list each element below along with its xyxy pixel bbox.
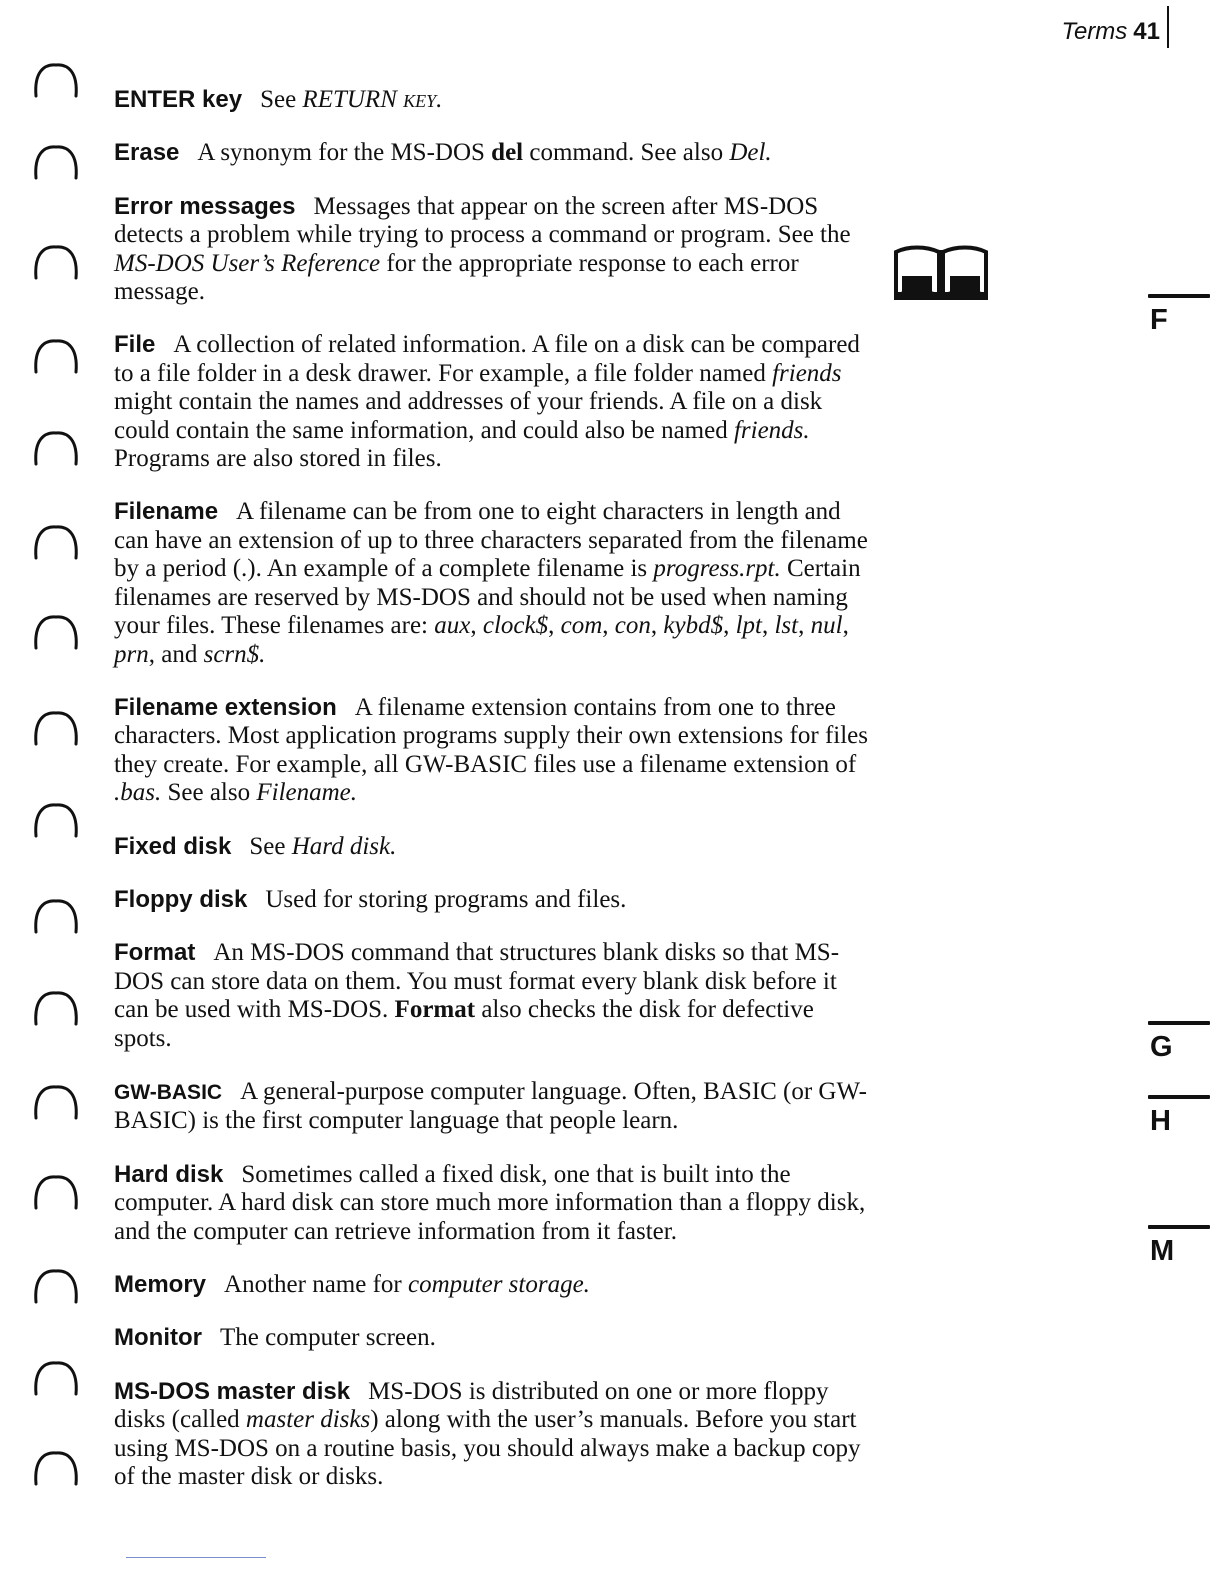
definition-text: A filename can be from one to eight characters in length and can have an extension of up to three characters separated from the filename by a period (.). An example of a complete filename is [114,498,868,583]
term-heading: MS-DOS master disk [114,1377,351,1405]
product-name: MS-DOS [376,583,471,611]
product-name: MS-DOS [723,192,819,220]
definition-text: A filename extension contains from one to three characters. Most application programs supply their own extensions for files they create. For example, all [114,693,868,778]
binder-hole-icon [30,1172,80,1212]
cross-reference: Hard disk. [291,832,397,860]
definition-text: Messages that appear on the screen after [313,192,724,220]
term-heading: File [114,331,156,359]
product-name: MS-DOS [250,939,345,967]
term-heading: Fixed disk [114,832,232,860]
definition-text: See [249,832,292,860]
book-title: MS-DOS User’s Reference [114,249,381,277]
term-heading: Monitor [114,1324,202,1352]
glossary-entry-fixed-disk [114,833,874,861]
binder-hole-icon [30,142,80,182]
thumb-tab-bar [1148,1225,1210,1229]
running-header [1062,18,1161,46]
thumb-tab-f [1148,294,1212,337]
binder-hole-icon [30,336,80,376]
glossary-entry-enter-key [114,86,874,114]
definition-text: Used for storing programs and files. [265,885,627,913]
footer-rule [126,1557,266,1558]
binder-hole-icon [30,428,80,468]
thumb-tab-h [1148,1095,1212,1138]
definition-text: A general-purpose computer language. Often, [240,1077,704,1105]
product-name: GW-BASIC [404,750,528,778]
cross-reference: Filename. [256,779,358,807]
definition-text: See [260,86,303,113]
separator: , [548,612,561,640]
example-filename: friends [772,359,842,387]
thumb-tab-m [1148,1225,1212,1268]
term-heading: Memory [114,1271,207,1298]
definition-text: ) is the first computer language that people learn. [187,1107,679,1135]
term-heading: Filename [114,498,219,526]
binder-hole-icon [30,612,80,652]
reserved-filename: nul [810,612,843,640]
definition-text: A collection of related information. A file on a disk can be compared to a file folder in a desk drawer. For example, a file folder named [114,331,860,387]
definition-text: An [213,939,251,967]
binder-hole-icon [30,896,80,936]
definition-text: for the appropriate response to each error message. [114,249,799,306]
open-book-icon [892,238,990,307]
thumb-tab-bar [1148,1021,1210,1025]
reserved-filename: com [560,612,603,640]
reserved-filename: scrn$. [203,640,266,668]
definition-text: ) along with the user’s manuals. Before you start using [114,1406,857,1462]
command-name: del [491,139,524,167]
example-filename: progress.rpt. [653,555,781,583]
definition-text: Programs are also stored in files. [114,445,442,473]
separator: , [602,612,615,640]
product-name: MS-DOS [390,139,485,167]
glossary-entry-filename [114,498,874,668]
definition-text: detects a problem while trying to process a command or program. See the [114,221,851,249]
definition-text: Another name for [224,1271,408,1298]
product-name: MS-DOS [174,1434,269,1462]
reserved-filename: prn [114,640,149,668]
term-heading: Floppy disk [114,885,248,913]
term-heading: Filename extension [114,693,337,721]
definition-text: A synonym for the [197,139,391,167]
binder-holes [30,60,90,1520]
definition-text: Sometimes called a fixed disk, one that is built into the computer. A hard disk can store much more information than a floppy disk, and the computer can retrieve information from it faster. [114,1160,866,1245]
separator: , [470,612,483,640]
definition-text: files use a filename extension of [527,750,857,778]
glossary-entry-floppy-disk [114,886,874,914]
binder-hole-icon [30,1082,80,1122]
definition-text: on a routine basis, you should always make a backup copy of the master disk or disks. [114,1434,861,1491]
term-heading: ENTER key [114,86,243,113]
separator: , and [148,640,204,668]
term-heading: Error messages [114,192,296,220]
definition-text: (or [776,1077,819,1105]
definition-text: and should not be used when naming your files. These filenames are: [114,583,848,640]
glossary-entry-file [114,331,874,473]
product-name: BASIC [703,1077,777,1105]
definition-text: Certain filenames are reserved by [114,555,861,611]
definition-text: also checks the disk for defective spots. [114,996,814,1052]
thumb-tab-letter: F [1150,304,1168,336]
glossary-entry-ms-dos-master-disk [114,1378,874,1492]
product-name: MS-DOS. [287,996,389,1024]
term-heading: Erase [114,139,180,167]
glossary-entry-filename-extension [114,694,874,808]
separator: , [650,612,664,640]
cross-reference: Del. [729,139,772,167]
page-number: 41 [1133,18,1160,45]
glossary-entry-memory [114,1271,874,1299]
product-name: GW-BASIC [114,1077,868,1135]
reserved-filename: aux [434,612,471,640]
term-heading: Hard disk [114,1160,224,1188]
definition-text: might contain the names and addresses of your friends. A file on a disk could contain the same information, and could also be named [114,388,823,444]
binder-hole-icon [30,1448,80,1488]
thumb-tab-bar [1148,294,1210,298]
binder-hole-icon [30,60,80,100]
reserved-filename: clock$ [482,612,549,640]
binder-hole-icon [30,242,80,282]
cross-reference: computer storage. [408,1271,590,1298]
example-filename: friends. [733,416,810,444]
glossary-entries [114,86,874,1509]
binder-hole-icon [30,988,80,1028]
definition-text: can store data on them. You must format every blank disk before it can be used with [114,967,837,1024]
definition-text: is distributed on one or more floppy disks (called [114,1377,829,1434]
example-extension: .bas. [114,779,162,807]
term-heading: Format [114,939,196,967]
reserved-filename: lst [774,612,799,640]
separator: , [761,612,775,640]
reserved-filename: con [614,612,651,640]
thumb-tab-g [1148,1021,1212,1064]
binder-hole-icon [30,708,80,748]
command-name: Format [394,996,476,1024]
separator: , [842,612,849,640]
definition-text: command. See also [523,139,730,167]
binder-hole-icon [30,1358,80,1398]
thumb-tab-letter: G [1150,1031,1173,1063]
binder-hole-icon [30,800,80,840]
thumb-tab-letter: M [1150,1235,1175,1267]
definition-text: command that structures blank disks so that [344,939,795,967]
definition-text: The computer screen. [219,1324,436,1352]
product-name: MS-DOS [368,1377,463,1405]
thumb-tab-bar [1148,1095,1210,1099]
separator: , [723,612,736,640]
header-rule [1167,6,1169,48]
glossary-entry-error-messages [114,193,874,307]
separator: , [798,612,811,640]
glossary-entry-hard-disk [114,1161,874,1246]
header-title: Terms [1061,18,1128,45]
cross-reference: RETURN key. [302,86,443,113]
reserved-filename: lpt [735,612,762,640]
thumb-tab-letter: H [1150,1105,1171,1137]
term-heading: GW-BASIC [114,1080,223,1104]
reserved-filename: kybd$ [663,612,724,640]
binder-hole-icon [30,1266,80,1306]
glossary-entry-gw-basic [114,1078,874,1136]
glossary-entry-monitor [114,1324,874,1352]
emphasis-term: master disks [245,1406,371,1434]
glossary-entry-format [114,939,874,1053]
product-name: MS-DOS [114,939,840,995]
definition-text: See also [161,779,257,807]
glossary-entry-erase [114,139,874,167]
binder-hole-icon [30,522,80,562]
